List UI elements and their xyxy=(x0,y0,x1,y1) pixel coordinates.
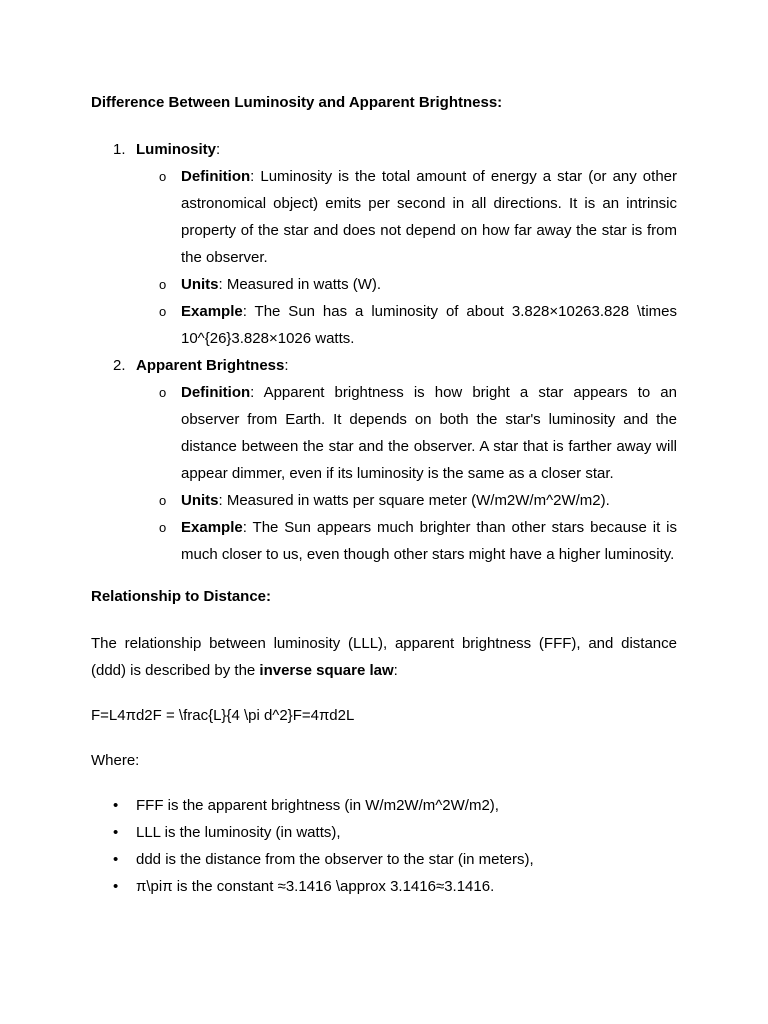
numbered-item: 1. Luminosity: xyxy=(91,136,677,163)
circle-bullet-icon: o xyxy=(159,493,167,508)
item-label: Example xyxy=(181,303,243,320)
sub-list xyxy=(91,379,677,568)
list-item: o Definition: Apparent brightness is how bright a star appears to an observer from Earth. It depends on both the star's luminosity and the distance between the star and the observer. A star that is farther away will appear dimmer, even if its luminosity is the same as a closer star. xyxy=(136,379,677,487)
formula: F=L4πd2F = \frac{L}{4 \pi d^2}F=4πd2L xyxy=(91,707,355,724)
list-number: 1. xyxy=(113,141,126,158)
circle-bullet-icon: o xyxy=(159,304,167,319)
item-label: Units xyxy=(181,492,219,509)
item-text: The Sun has a luminosity of about 3.828×10263.828 \times 10^{26}3.828×1026 watts. xyxy=(181,303,677,347)
inverse-square-law-term: inverse square law xyxy=(259,662,394,679)
bullet-icon: • xyxy=(113,797,119,814)
item-text: The Sun appears much brighter than other stars because it is much closer to us, even though other stars might have a higher luminosity. xyxy=(181,519,677,563)
item-text: Measured in watts per square meter (W/m2W/m^2W/m2). xyxy=(226,492,610,509)
item-label: Definition xyxy=(181,384,251,401)
circle-bullet-icon: o xyxy=(159,169,167,184)
item-text: Measured in watts (W). xyxy=(226,276,382,293)
document-title: Difference Between Luminosity and Apparent Brightness: xyxy=(91,94,503,111)
circle-bullet-icon: o xyxy=(159,277,167,292)
item-text: Luminosity is the total amount of energy a star (or any other astronomical object) emits per second in all directions. It is an intrinsic property of the star and does not depend on how far away the star is from the observer. xyxy=(181,168,677,266)
bullet-icon: • xyxy=(113,851,119,868)
list-item: o Definition: Luminosity is the total amount of energy a star (or any other astronomical object) emits per second in all directions. It is an intrinsic property of the star and does not depend on how far away the star is from the observer. xyxy=(136,163,677,271)
numbered-item: 2. Apparent Brightness: xyxy=(91,352,677,379)
variables-list xyxy=(91,792,677,900)
item-label: Definition xyxy=(181,168,251,185)
sub-list xyxy=(91,163,677,352)
relationship-paragraph: The relationship between luminosity (LLL), apparent brightness (FFF), and distance (ddd) is described by the inverse square law: xyxy=(91,635,677,679)
where-label: Where: xyxy=(91,752,140,769)
list-number: 2. xyxy=(113,357,126,374)
section-apparent-brightness xyxy=(91,352,677,568)
relationship-heading: Relationship to Distance: xyxy=(91,588,272,605)
list-item: o Units: Measured in watts (W). xyxy=(136,271,677,298)
list-item: • LLL is the luminosity (in watts), xyxy=(91,819,677,846)
section-luminosity xyxy=(91,136,677,352)
item-label: Units xyxy=(181,276,219,293)
list-item: o Example: The Sun appears much brighter than other stars because it is much closer to us, even though other stars might have a higher luminosity. xyxy=(136,514,677,568)
section-title: Apparent Brightness xyxy=(136,357,285,374)
item-label: Example xyxy=(181,519,243,536)
bullet-icon: • xyxy=(113,824,119,841)
list-item: o Example: The Sun has a luminosity of about 3.828×10263.828 \times 10^{26}3.828×1026 watts. xyxy=(136,298,677,352)
circle-bullet-icon: o xyxy=(159,520,167,535)
list-item: • π\piπ is the constant ≈3.1416 \approx 3.1416≈3.1416. xyxy=(91,873,677,900)
bullet-icon: • xyxy=(113,878,119,895)
list-item: • ddd is the distance from the observer to the star (in meters), xyxy=(91,846,677,873)
section-title: Luminosity xyxy=(136,141,217,158)
circle-bullet-icon: o xyxy=(159,385,167,400)
item-text: Apparent brightness is how bright a star appears to an observer from Earth. It depends on both the star's luminosity and the distance between the star and the observer. A star that is farther away will appear dimmer, even if its luminosity is the same as a closer star. xyxy=(181,384,677,482)
list-item: o Units: Measured in watts per square meter (W/m2W/m^2W/m2). xyxy=(136,487,677,514)
list-item: • FFF is the apparent brightness (in W/m2W/m^2W/m2), xyxy=(91,792,677,819)
